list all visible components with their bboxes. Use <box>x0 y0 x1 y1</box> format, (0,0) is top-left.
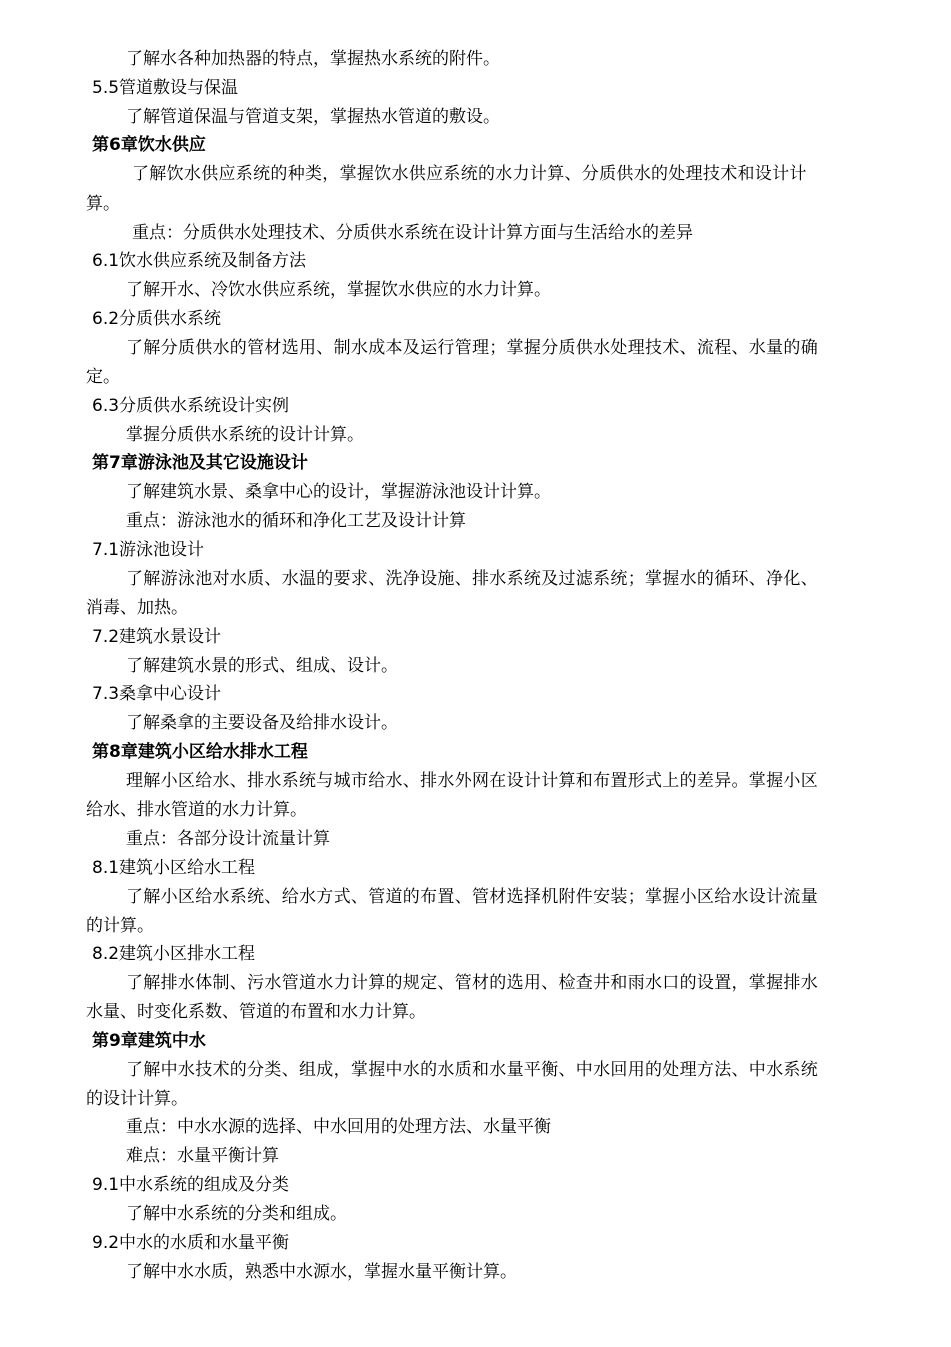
chapter-heading: 第7章游泳池及其它设施设计 <box>92 453 308 473</box>
section-heading: 6.1饮水供应系统及制备方法 <box>92 251 307 271</box>
key-point-text: 重点：中水水源的选择、中水回用的处理方法、水量平衡 <box>126 1117 551 1137</box>
section-heading: 8.2建筑小区排水工程 <box>92 944 256 964</box>
body-text: 算。 <box>86 194 120 214</box>
body-text: 的计算。 <box>86 916 154 936</box>
chapter-heading: 第8章建筑小区给水排水工程 <box>92 742 308 762</box>
body-text: 了解中水系统的分类和组成。 <box>126 1204 347 1224</box>
body-text: 的设计计算。 <box>86 1089 188 1109</box>
section-heading: 7.1游泳池设计 <box>92 540 205 560</box>
section-heading: 7.2建筑水景设计 <box>92 627 222 647</box>
body-text: 消毒、加热。 <box>86 598 188 618</box>
key-point-text: 重点：分质供水处理技术、分质供水系统在设计计算方面与生活给水的差异 <box>132 223 693 243</box>
section-heading: 9.1中水系统的组成及分类 <box>92 1175 290 1195</box>
body-text: 了解建筑水景、桑拿中心的设计，掌握游泳池设计计算。 <box>126 482 551 502</box>
body-text: 理解小区给水、排水系统与城市给水、排水外网在设计计算和布置形式上的差异。掌握小区 <box>126 771 818 791</box>
chapter-heading: 第9章建筑中水 <box>92 1031 206 1051</box>
body-text: 了解桑拿的主要设备及给排水设计。 <box>126 713 398 733</box>
body-text: 了解中水水质，熟悉中水源水，掌握水量平衡计算。 <box>126 1262 517 1282</box>
section-heading: 8.1建筑小区给水工程 <box>92 858 256 878</box>
section-heading: 5.5管道敷设与保温 <box>92 78 239 98</box>
body-text: 定。 <box>86 367 120 387</box>
body-text: 了解排水体制、污水管道水力计算的规定、管材的选用、检查井和雨水口的设置，掌握排水 <box>126 973 818 993</box>
body-text: 了解游泳池对水质、水温的要求、洗净设施、排水系统及过滤系统；掌握水的循环、净化、 <box>126 569 818 589</box>
body-text: 了解建筑水景的形式、组成、设计。 <box>126 656 398 676</box>
section-heading: 6.2分质供水系统 <box>92 309 222 329</box>
body-text: 了解开水、冷饮水供应系统，掌握饮水供应的水力计算。 <box>126 280 551 300</box>
section-heading: 7.3桑拿中心设计 <box>92 684 222 704</box>
body-text: 了解饮水供应系统的种类，掌握饮水供应系统的水力计算、分质供水的处理技术和设计计 <box>132 164 807 184</box>
difficulty-text: 难点：水量平衡计算 <box>126 1146 279 1166</box>
body-text: 掌握分质供水系统的设计计算。 <box>126 425 364 445</box>
body-text: 了解管道保温与管道支架，掌握热水管道的敷设。 <box>126 107 500 127</box>
section-heading: 9.2中水的水质和水量平衡 <box>92 1233 290 1253</box>
body-text: 了解水各种加热器的特点，掌握热水系统的附件。 <box>126 49 500 69</box>
key-point-text: 重点：各部分设计流量计算 <box>126 829 330 849</box>
body-text: 给水、排水管道的水力计算。 <box>86 800 307 820</box>
key-point-text: 重点：游泳池水的循环和净化工艺及设计计算 <box>126 511 466 531</box>
body-text: 了解中水技术的分类、组成，掌握中水的水质和水量平衡、中水回用的处理方法、中水系统 <box>126 1060 818 1080</box>
body-text: 水量、时变化系数、管道的布置和水力计算。 <box>86 1002 426 1022</box>
section-heading: 6.3分质供水系统设计实例 <box>92 396 290 416</box>
body-text: 了解分质供水的管材选用、制水成本及运行管理；掌握分质供水处理技术、流程、水量的确 <box>126 338 818 358</box>
chapter-heading: 第6章饮水供应 <box>92 135 206 155</box>
body-text: 了解小区给水系统、给水方式、管道的布置、管材选择机附件安装；掌握小区给水设计流量 <box>126 887 818 907</box>
